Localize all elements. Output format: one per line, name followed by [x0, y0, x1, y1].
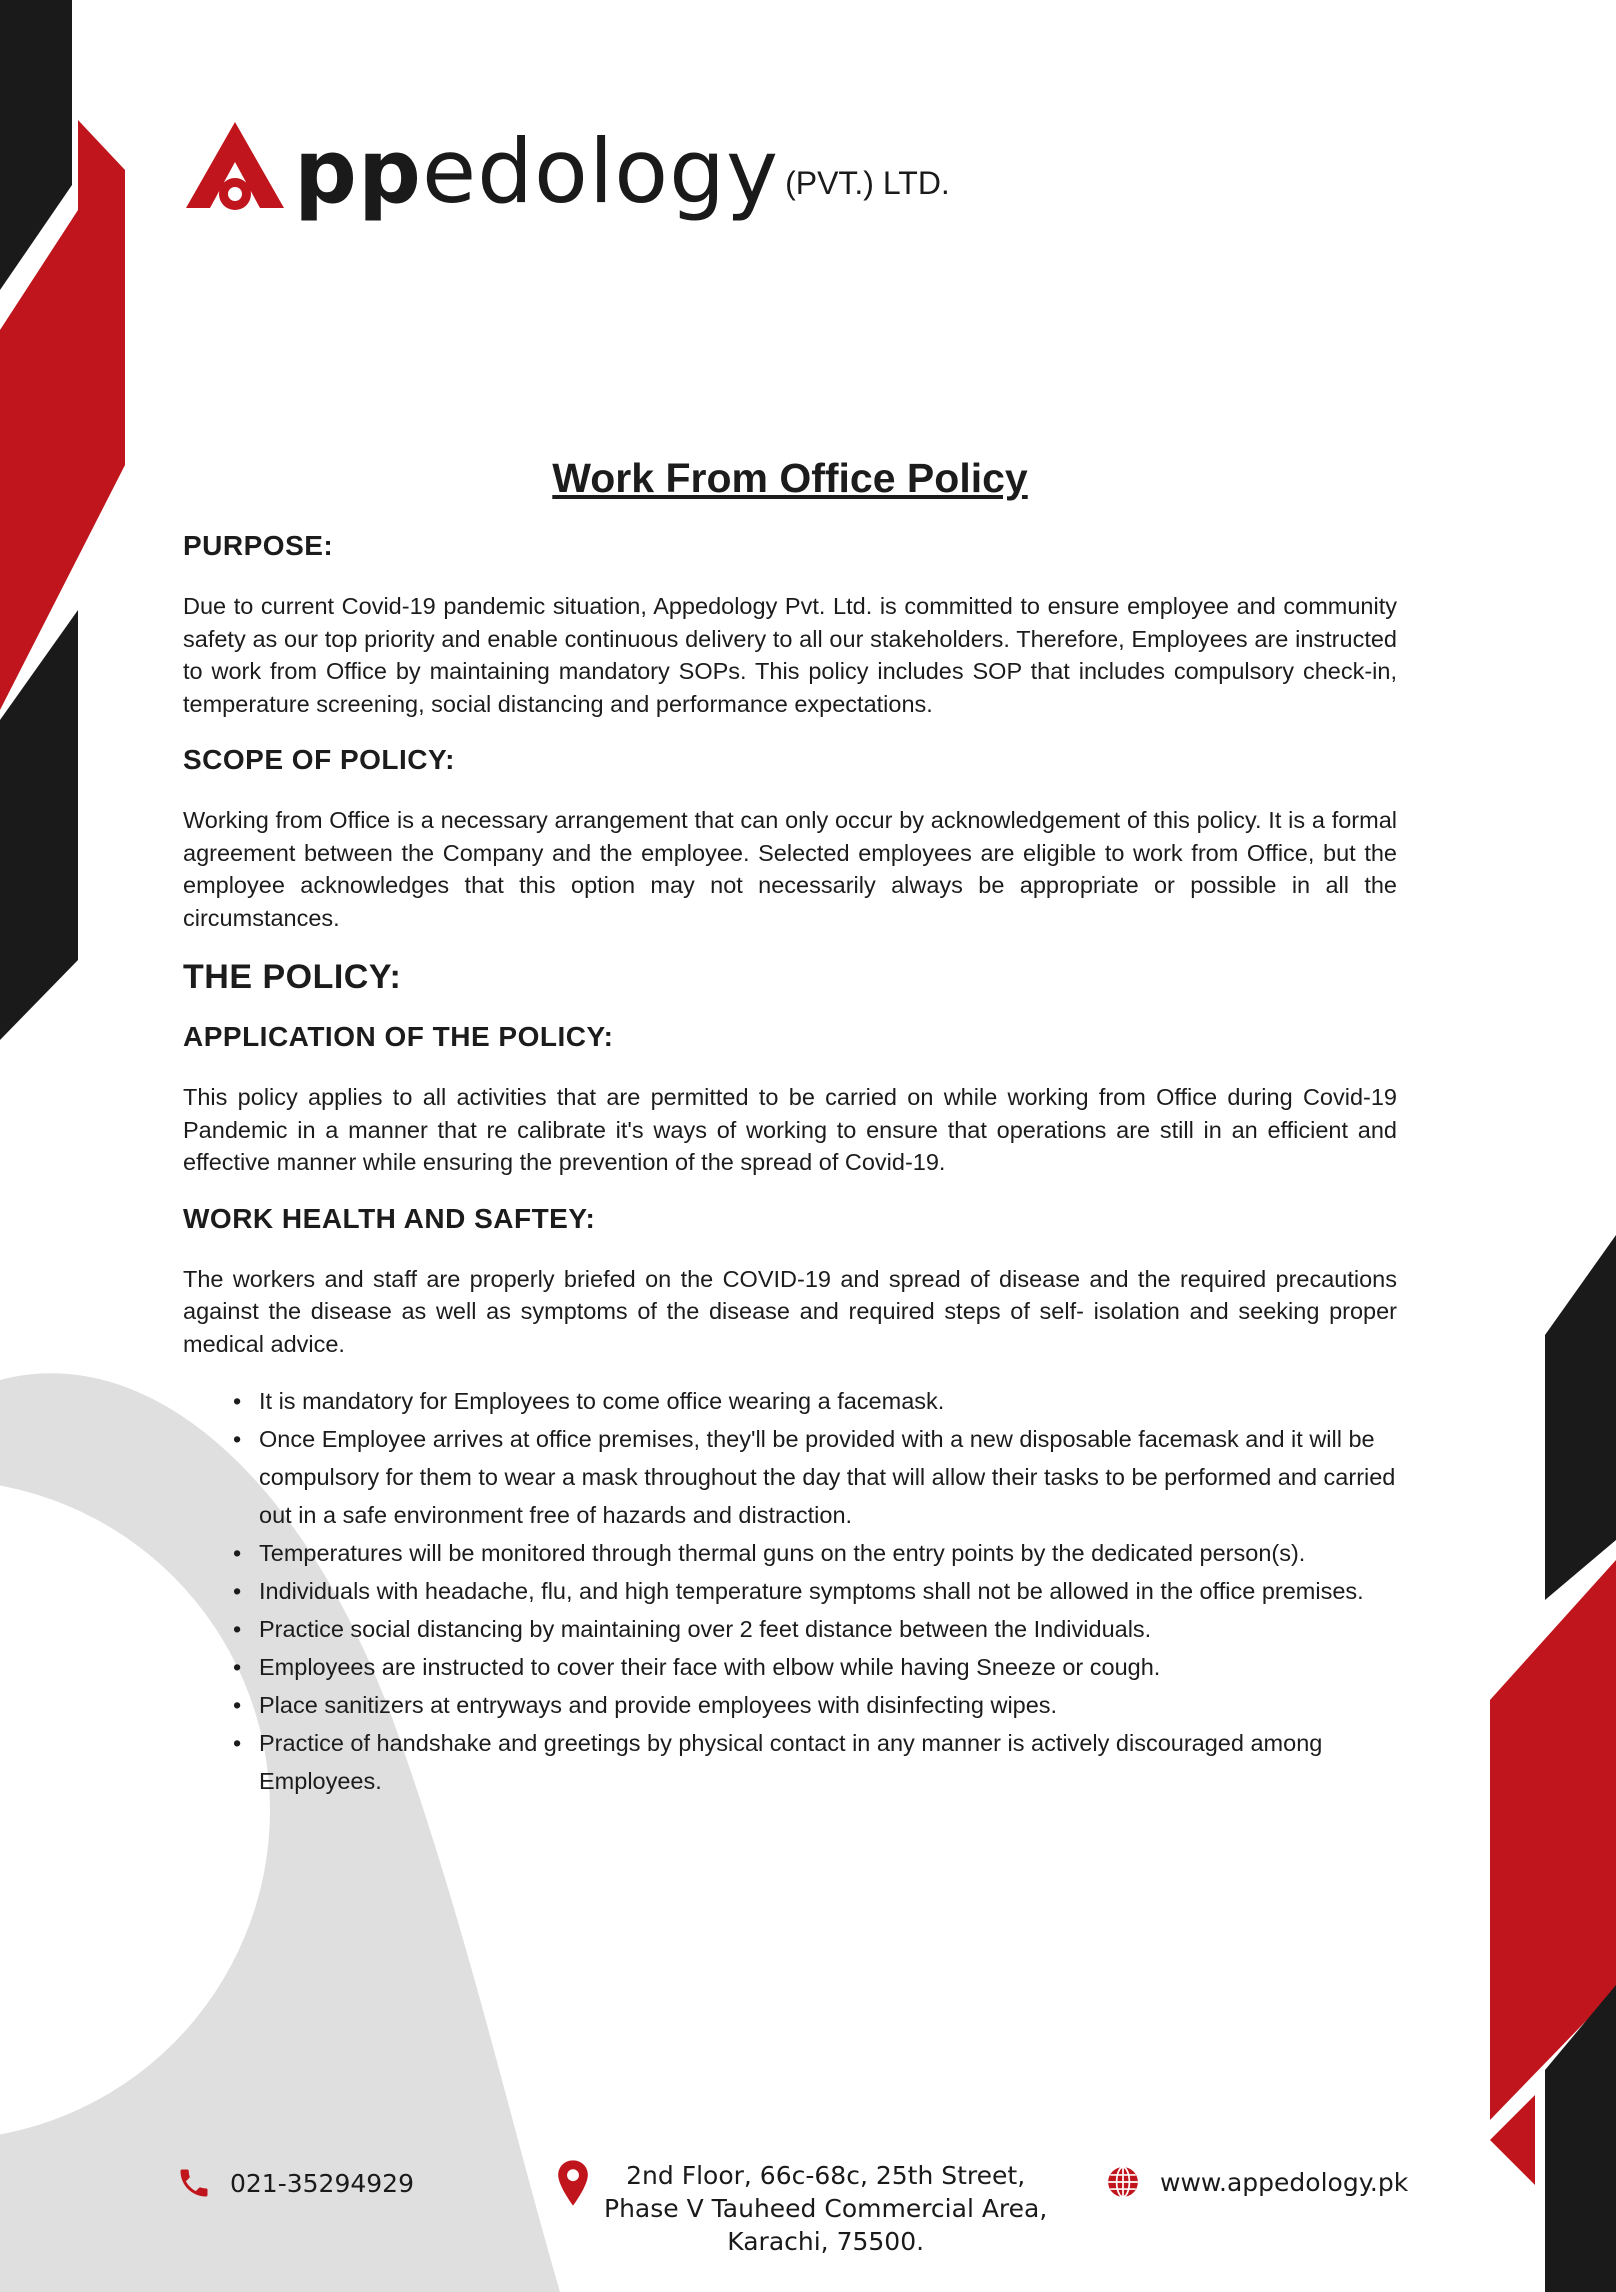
application-paragraph: This policy applies to all activities that are permitted to be carried on while working from Office during Covid-19 Pandemic in a manner that re calibrate it's ways of working to ensure that operations are still in an efficient and effective manner while ensuring the prevention of the spread of Covid-19.	[183, 1084, 1397, 1175]
policy-heading: THE POLICY:	[183, 958, 402, 996]
address-line-1: 2nd Floor, 66c-68c, 25th Street,	[626, 2161, 1026, 2190]
footer-website	[1106, 2165, 1408, 2199]
phone-icon	[176, 2165, 212, 2201]
policy-document	[183, 455, 1397, 1800]
document-title: Work From Office Policy	[552, 455, 1028, 501]
list-item: • Practice of handshake and greetings by physical contact in any manner is actively discouraged among Employees.	[233, 1724, 1397, 1800]
website-link[interactable]: www.appedology.pk	[1160, 2167, 1409, 2197]
list-item: • Once Employee arrives at office premises, they'll be provided with a new disposable facemask and it will be compulsory for them to wear a mask throughout the day that will allow their tasks to be performed and carried out in a safe environment free of hazards and distraction.	[233, 1420, 1397, 1534]
list-item: • Individuals with headache, flu, and high temperature symptoms shall not be allowed in the office premises.	[233, 1572, 1397, 1610]
address-line-2: Phase V Tauheed Commercial Area,	[604, 2194, 1048, 2223]
purpose-heading: PURPOSE:	[183, 530, 334, 561]
logo-a-mark-icon	[180, 116, 290, 216]
health-safety-paragraph: The workers and staff are properly briefed on the COVID-19 and spread of disease and the required precautions against the disease as well as symptoms of the disease and required steps of self- isolation and seeking proper medical advice.	[183, 1265, 1397, 1357]
list-item: • Employees are instructed to cover their face with elbow while having Sneeze or cough.	[233, 1648, 1397, 1686]
purpose-paragraph: Due to current Covid-19 pandemic situation, Appedology Pvt. Ltd. is committed to ensure employee and community safety as our top priority and enable continuous delivery to all our stakeholders. Therefore, Employees are instructed to work from Office by maintaining mandatory SOPs. This policy includes SOP that includes compulsory check-in, temperature screening, social distancing and performance expectations.	[183, 593, 1397, 717]
scope-paragraph: Working from Office is a necessary arrangement that can only occur by acknowledgement of this policy. It is a formal agreement between the Company and the employee. Selected employees are eligible to work from Office, but the employee acknowledges that this option may not necessarily always be appropriate or possible in all the circumstances.	[183, 807, 1397, 931]
list-item: • Place sanitizers at entryways and provide employees with disinfecting wipes.	[233, 1686, 1397, 1724]
application-heading: APPLICATION OF THE POLICY:	[183, 1021, 614, 1052]
phone-number[interactable]: 021-35294929	[230, 2168, 414, 2198]
footer	[0, 2155, 1616, 2265]
scope-heading: SCOPE OF POLICY:	[183, 744, 455, 775]
company-logo	[180, 96, 950, 223]
logo-suffix: (PVT.) LTD.	[785, 165, 950, 201]
list-item: • Practice social distancing by maintaining over 2 feet distance between the Individuals.	[233, 1610, 1397, 1648]
health-safety-heading: WORK HEALTH AND SAFTEY:	[183, 1202, 596, 1234]
list-item: • It is mandatory for Employees to come office wearing a facemask.	[233, 1382, 1397, 1420]
health-safety-bullet-list	[183, 1382, 1397, 1800]
footer-address	[556, 2159, 1047, 2258]
address-line-3: Karachi, 75500.	[727, 2227, 925, 2256]
footer-phone	[176, 2165, 414, 2201]
list-item: • Temperatures will be monitored through thermal guns on the entry points by the dedicated person(s).	[233, 1534, 1397, 1572]
globe-icon	[1106, 2165, 1140, 2199]
location-pin-icon	[556, 2159, 590, 2207]
logo-wordmark: ppedology	[294, 120, 780, 223]
